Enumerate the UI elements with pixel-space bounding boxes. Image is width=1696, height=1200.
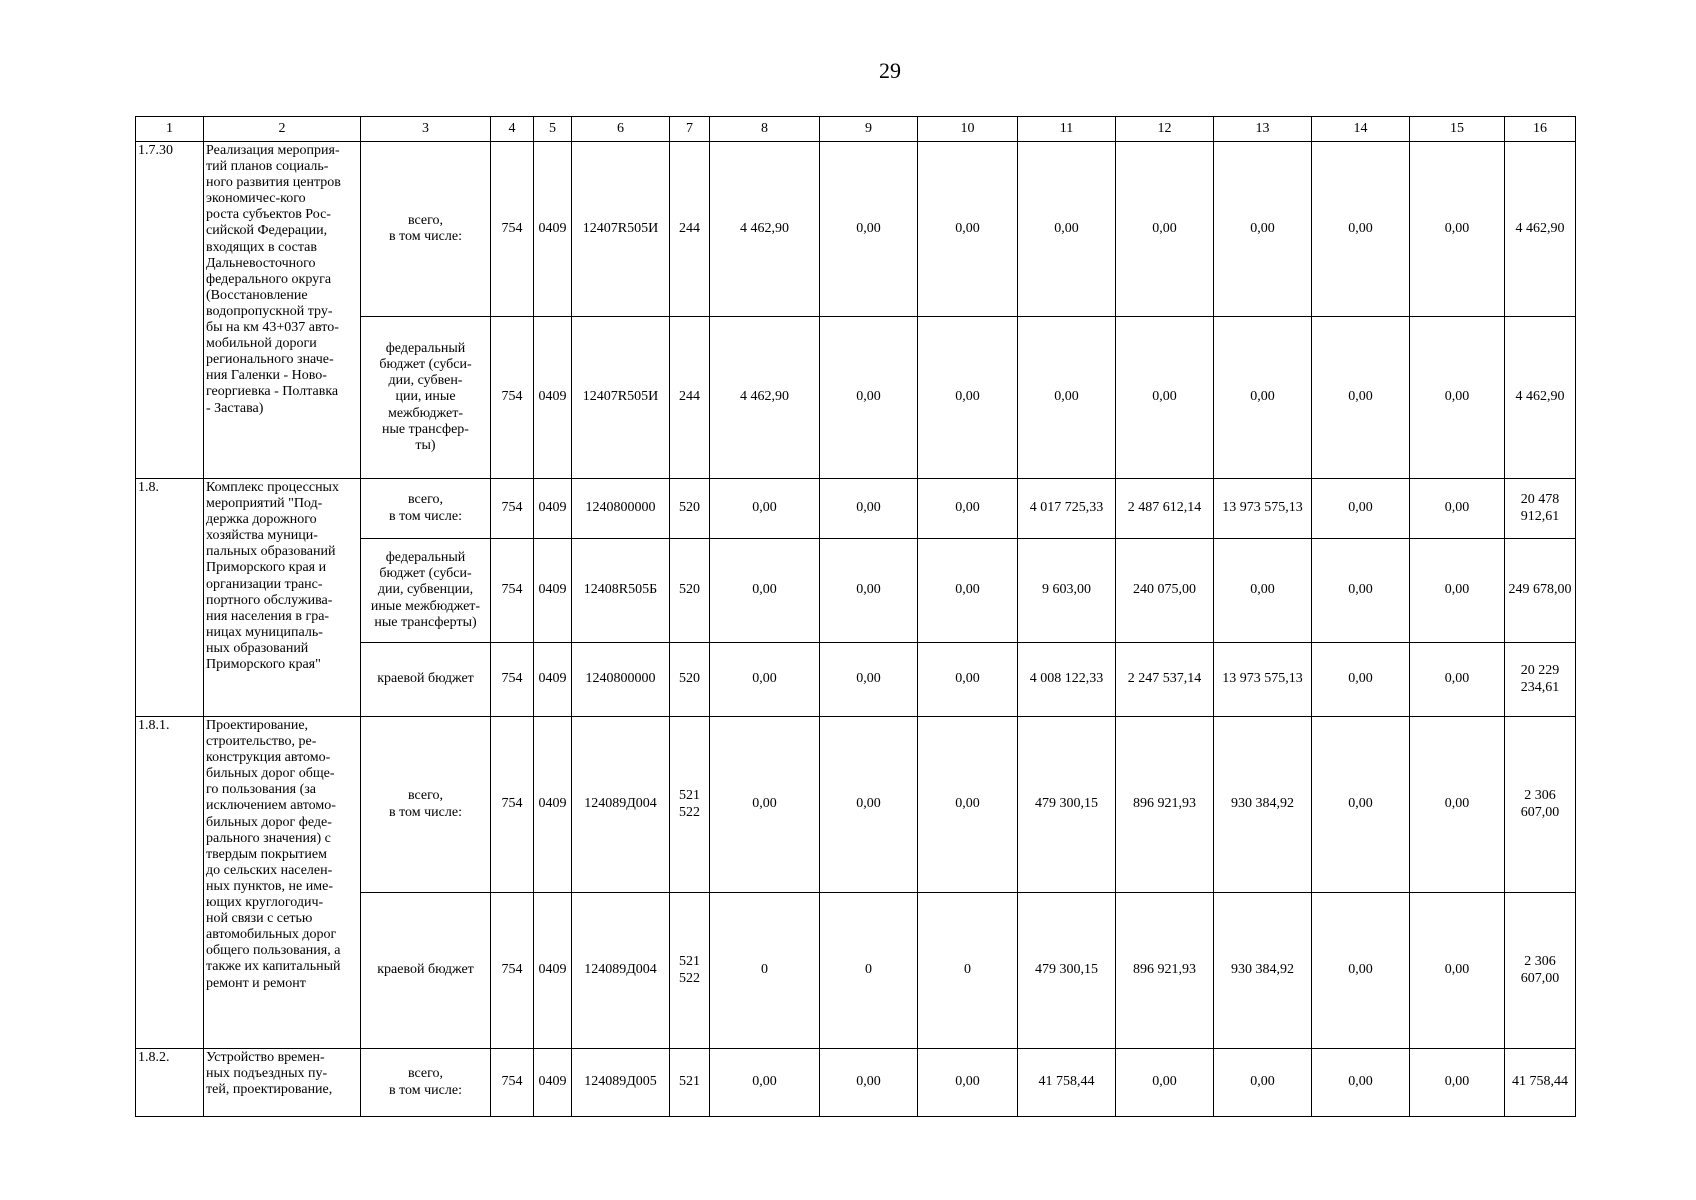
cell-c4: 754 [491, 1049, 534, 1117]
cell-c8: 4 462,90 [710, 142, 820, 317]
funding-source: краевой бюджет [361, 643, 491, 717]
cell-c4: 754 [491, 142, 534, 317]
cell-c5: 0409 [534, 479, 572, 539]
header-row [136, 117, 1576, 142]
cell-c8: 0,00 [710, 1049, 820, 1117]
cell-c11: 479 300,15 [1018, 717, 1116, 893]
column-header: 2 [204, 117, 361, 142]
cell-c14: 0,00 [1312, 479, 1410, 539]
cell-c12: 2 247 537,14 [1116, 643, 1214, 717]
budget-table [135, 116, 1576, 1117]
cell-c9: 0,00 [820, 479, 918, 539]
cell-c14: 0,00 [1312, 1049, 1410, 1117]
cell-c12: 2 487 612,14 [1116, 479, 1214, 539]
cell-c12: 0,00 [1116, 1049, 1214, 1117]
cell-c4: 754 [491, 643, 534, 717]
cell-c10: 0,00 [918, 717, 1018, 893]
cell-c10: 0,00 [918, 539, 1018, 643]
cell-c9: 0,00 [820, 539, 918, 643]
cell-c10: 0,00 [918, 479, 1018, 539]
cell-c8: 0,00 [710, 717, 820, 893]
cell-c4: 754 [491, 717, 534, 893]
funding-source: федеральный бюджет (субси- дии, субвен- ции, иные межбюджет- ные трансфер- ты) [361, 317, 491, 479]
funding-source: всего, в том числе: [361, 717, 491, 893]
cell-c7: 520 [670, 539, 710, 643]
cell-c14: 0,00 [1312, 643, 1410, 717]
cell-c15: 0,00 [1410, 479, 1505, 539]
funding-source: краевой бюджет [361, 893, 491, 1049]
cell-c6: 124089Д004 [572, 893, 670, 1049]
cell-c6: 1240800000 [572, 643, 670, 717]
cell-c16: 4 462,90 [1505, 142, 1576, 317]
cell-c8: 4 462,90 [710, 317, 820, 479]
cell-c11: 0,00 [1018, 142, 1116, 317]
item-name: Устройство времен- ных подъездных пу- тей, проектирование, [204, 1049, 361, 1117]
cell-c6: 12407R505И [572, 317, 670, 479]
cell-c6: 1240800000 [572, 479, 670, 539]
cell-c12: 0,00 [1116, 142, 1214, 317]
funding-source: всего, в том числе: [361, 1049, 491, 1117]
cell-c4: 754 [491, 893, 534, 1049]
cell-c14: 0,00 [1312, 539, 1410, 643]
cell-c13: 0,00 [1214, 1049, 1312, 1117]
column-header: 7 [670, 117, 710, 142]
cell-c4: 754 [491, 317, 534, 479]
cell-c11: 9 603,00 [1018, 539, 1116, 643]
cell-c8: 0,00 [710, 479, 820, 539]
column-header: 3 [361, 117, 491, 142]
item-number: 1.8.1. [136, 717, 204, 1049]
cell-c16: 20 229 234,61 [1505, 643, 1576, 717]
cell-c7: 521 522 [670, 893, 710, 1049]
cell-c5: 0409 [534, 717, 572, 893]
cell-c15: 0,00 [1410, 142, 1505, 317]
cell-c9: 0,00 [820, 317, 918, 479]
cell-c13: 0,00 [1214, 142, 1312, 317]
cell-c12: 240 075,00 [1116, 539, 1214, 643]
cell-c15: 0,00 [1410, 1049, 1505, 1117]
table-row [136, 479, 1576, 539]
cell-c14: 0,00 [1312, 893, 1410, 1049]
item-number: 1.7.30 [136, 142, 204, 479]
cell-c12: 896 921,93 [1116, 717, 1214, 893]
cell-c11: 41 758,44 [1018, 1049, 1116, 1117]
column-header: 15 [1410, 117, 1505, 142]
item-name: Комплекс процессных мероприятий "Под- держка дорожного хозяйства муници- пальных образований Приморского края и организации транс- портного обслужива- ния населения в гра- ницах муниципаль- ных образований Приморского края" [204, 479, 361, 717]
column-header: 14 [1312, 117, 1410, 142]
cell-c6: 124089Д004 [572, 717, 670, 893]
cell-c4: 754 [491, 479, 534, 539]
cell-c10: 0,00 [918, 1049, 1018, 1117]
cell-c10: 0,00 [918, 643, 1018, 717]
cell-c12: 896 921,93 [1116, 893, 1214, 1049]
cell-c14: 0,00 [1312, 717, 1410, 893]
cell-c13: 13 973 575,13 [1214, 479, 1312, 539]
cell-c5: 0409 [534, 317, 572, 479]
column-header: 6 [572, 117, 670, 142]
cell-c9: 0,00 [820, 142, 918, 317]
cell-c11: 0,00 [1018, 317, 1116, 479]
column-header: 12 [1116, 117, 1214, 142]
cell-c8: 0,00 [710, 539, 820, 643]
item-number: 1.8. [136, 479, 204, 717]
cell-c15: 0,00 [1410, 717, 1505, 893]
column-header: 11 [1018, 117, 1116, 142]
cell-c15: 0,00 [1410, 317, 1505, 479]
cell-c15: 0,00 [1410, 893, 1505, 1049]
cell-c12: 0,00 [1116, 317, 1214, 479]
cell-c13: 13 973 575,13 [1214, 643, 1312, 717]
column-header: 9 [820, 117, 918, 142]
item-number: 1.8.2. [136, 1049, 204, 1117]
cell-c7: 244 [670, 142, 710, 317]
cell-c9: 0,00 [820, 643, 918, 717]
cell-c11: 479 300,15 [1018, 893, 1116, 1049]
cell-c9: 0,00 [820, 1049, 918, 1117]
cell-c14: 0,00 [1312, 317, 1410, 479]
cell-c6: 12408R505Б [572, 539, 670, 643]
cell-c16: 249 678,00 [1505, 539, 1576, 643]
table-row [136, 717, 1576, 893]
cell-c8: 0 [710, 893, 820, 1049]
funding-source: всего, в том числе: [361, 479, 491, 539]
cell-c10: 0,00 [918, 317, 1018, 479]
cell-c10: 0 [918, 893, 1018, 1049]
cell-c5: 0409 [534, 1049, 572, 1117]
funding-source: всего, в том числе: [361, 142, 491, 317]
cell-c4: 754 [491, 539, 534, 643]
cell-c6: 12407R505И [572, 142, 670, 317]
cell-c5: 0409 [534, 539, 572, 643]
cell-c16: 2 306 607,00 [1505, 717, 1576, 893]
cell-c15: 0,00 [1410, 643, 1505, 717]
column-header: 13 [1214, 117, 1312, 142]
cell-c7: 244 [670, 317, 710, 479]
column-header: 16 [1505, 117, 1576, 142]
cell-c5: 0409 [534, 893, 572, 1049]
column-header: 1 [136, 117, 204, 142]
cell-c7: 520 [670, 643, 710, 717]
table-row [136, 142, 1576, 317]
cell-c9: 0 [820, 893, 918, 1049]
cell-c13: 0,00 [1214, 539, 1312, 643]
cell-c16: 20 478 912,61 [1505, 479, 1576, 539]
item-name: Реализация мероприя- тий планов социаль- ного развития центров экономичес-кого роста субъектов Рос- сийской Федерации, входящих в состав Дальневосточного федерального округа (Восстановление водопропускной тру- бы на км 43+037 авто- мобильной дороги регионального значе- ния Галенки - Ново- георгиевка - Полтавка - Застава) [204, 142, 361, 479]
cell-c14: 0,00 [1312, 142, 1410, 317]
cell-c5: 0409 [534, 643, 572, 717]
column-header: 4 [491, 117, 534, 142]
cell-c16: 41 758,44 [1505, 1049, 1576, 1117]
cell-c13: 930 384,92 [1214, 717, 1312, 893]
page-number: 29 [879, 58, 901, 83]
column-header: 10 [918, 117, 1018, 142]
column-header: 8 [710, 117, 820, 142]
cell-c16: 4 462,90 [1505, 317, 1576, 479]
cell-c6: 124089Д005 [572, 1049, 670, 1117]
cell-c9: 0,00 [820, 717, 918, 893]
cell-c15: 0,00 [1410, 539, 1505, 643]
cell-c7: 521 522 [670, 717, 710, 893]
cell-c11: 4 008 122,33 [1018, 643, 1116, 717]
column-header: 5 [534, 117, 572, 142]
cell-c13: 930 384,92 [1214, 893, 1312, 1049]
cell-c13: 0,00 [1214, 317, 1312, 479]
cell-c8: 0,00 [710, 643, 820, 717]
cell-c10: 0,00 [918, 142, 1018, 317]
cell-c5: 0409 [534, 142, 572, 317]
item-name: Проектирование, строительство, ре- конструкция автомо- бильных дорог обще- го пользования (за исключением автомо- бильных дорог феде- рального значения) с твердым покрытием до сельских населен- ных пунктов, не име- ющих круглогодич- ной связи с сетью автомобильных дорог общего пользования, а также их капитальный ремонт и ремонт [204, 717, 361, 1049]
cell-c11: 4 017 725,33 [1018, 479, 1116, 539]
cell-c16: 2 306 607,00 [1505, 893, 1576, 1049]
cell-c7: 520 [670, 479, 710, 539]
cell-c7: 521 [670, 1049, 710, 1117]
funding-source: федеральный бюджет (субси- дии, субвенции, иные межбюджет- ные трансферты) [361, 539, 491, 643]
table-row [136, 1049, 1576, 1117]
